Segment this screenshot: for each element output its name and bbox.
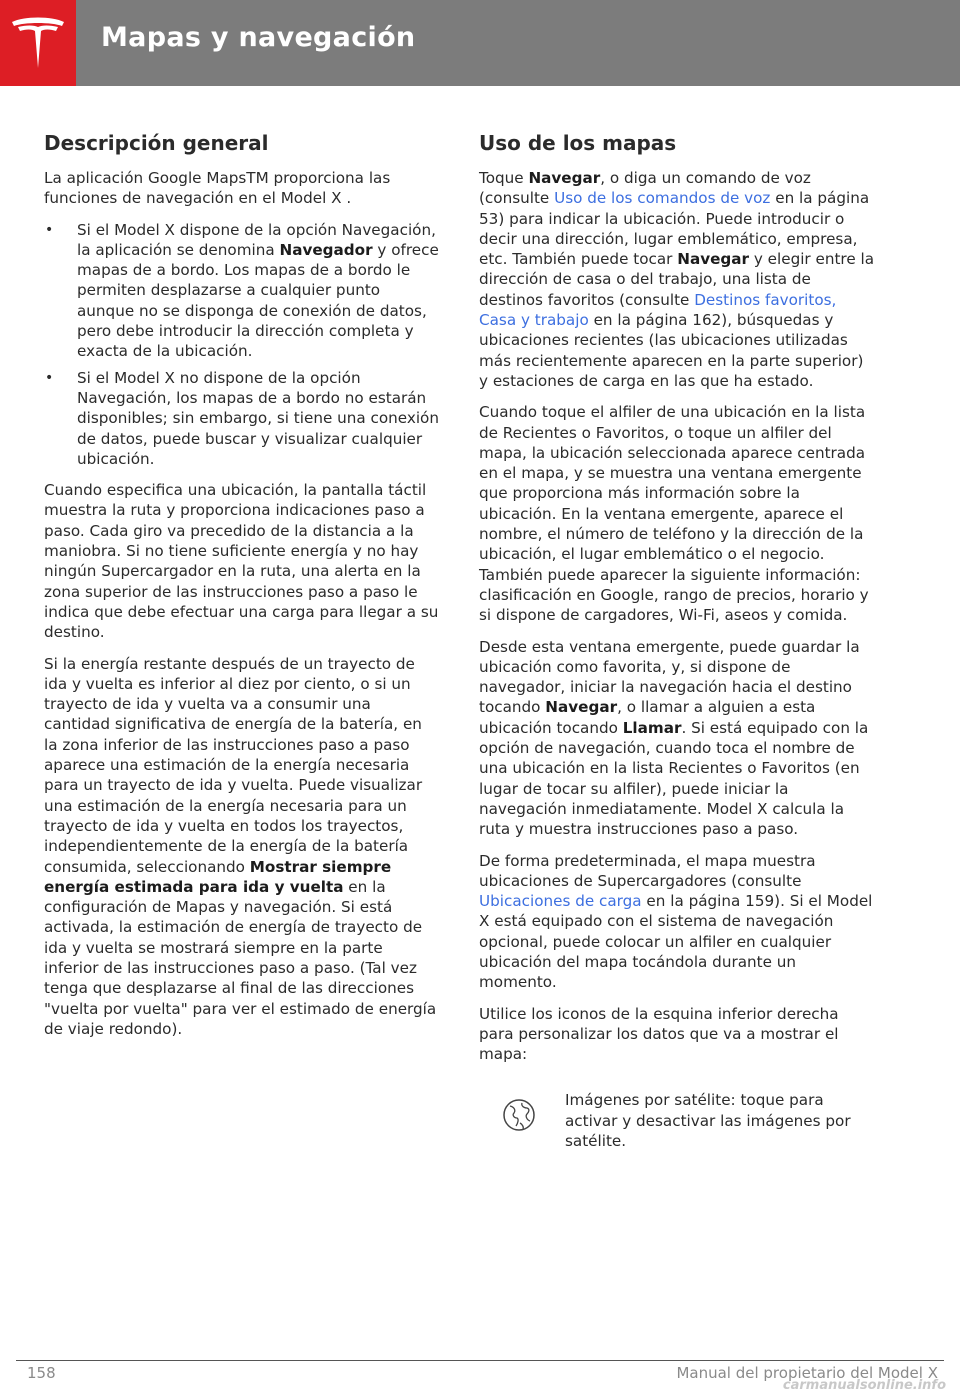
bold-term: Llamar [622,718,682,737]
text-span: en la configuración de Mapas y navegación. Si está activada, la estimación de energía de trayecto de ida y vuelta se mostrará siempre en la parte inferior de las instrucciones paso a paso. (Tal vez tenga que desplazarse al final de las direcciones "vuelta por vuelta" para ver el estimado de energía de viaje redondo). [44,877,437,1038]
text-span: y elegir entre la dirección de casa o del trabajo, una lista de destinos favoritos (consulte [479,250,875,309]
section-heading-overview: Descripción general [44,131,269,155]
right-column [479,130,875,1160]
bold-term: Navegador [279,240,373,259]
paragraph: Cuando especifica una ubicación, la pantalla táctil muestra la ruta y proporciona indicaciones paso a paso. Cada giro va precedido de la distancia a la maniobra. Si no tiene suficiente energía y no hay ningún Supercargador en la ruta, una alerta en la zona superior de las instrucciones paso a paso le indica que debe efectuar una carga para llegar a su destino. [44,481,439,642]
text-span: Si la energía restante después de un trayecto de ida y vuelta es inferior al diez por ciento, o si un trayecto de ida y vuelta va a consumir una cantidad significativa de energía de la batería, en la zona inferior de las instrucciones paso a paso aparece una estimación de la energía necesaria para un trayecto de ida y vuelta. Puede visualizar una estimación de la energía necesaria para un trayecto de ida y vuelta en todos los trayectos, independientemente de la energía de la batería consumida, seleccionando [44,654,423,876]
left-column [44,130,440,1050]
satellite-globe-icon [500,1096,538,1134]
text-span: , o llamar a alguien a esta ubicación tocando [479,698,816,737]
text-span: , o diga un comando de voz (consulte [479,169,811,208]
paragraph: Cuando toque el alfiler de una ubicación en la lista de Recientes o Favoritos, o toque un alfiler del mapa, la ubicación seleccionada aparece centrada en el mapa, y se muestra una ventana emergente que proporciona más información sobre la ubicación. En la ventana emergente, aparece el nombre, el número de teléfono y la dirección de la ubicación, el lugar emblemático o el negocio. También puede aparecer la siguiente información: clasificación en Google, rango de precios, horario y si dispone de cargadores, Wi-Fi, aseos y comida. [479,403,869,625]
text-span: Si el Model X dispone de la opción Navegación, la aplicación se denomina [77,220,436,259]
overview-bullet-list [44,220,440,470]
text-span: . Si está equipado con la opción de navegación, cuando toca el nombre de una ubicación en la lista Recientes o Favoritos (en lugar de tocar su alfiler), puede iniciar la navegación inmediatamente. Model X calcula la ruta y muestra instrucciones paso a paso. [479,718,869,839]
manual-title: Manual del propietario del Model X [676,1364,938,1382]
text-span: Desde esta ventana emergente, puede guardar la ubicación como favorita, y, si dispone de navegador, iniciar la navegación hacia el destino tocando [479,637,860,717]
text-span: en la página 159). Si el Model X está equipado con el sistema de navegación opcional, puede colocar un alfiler en cualquier ubicación del mapa tocándola durante un momento. [479,892,873,992]
paragraph [479,637,875,840]
text-span: y ofrece mapas de a bordo. Los mapas de a bordo le permiten desplazarse a cualquier punto aunque no se disponga de conexión de datos, pero debe introducir la dirección completa y exacta de la ubicación. [77,240,439,361]
link-charging-locations[interactable]: Ubicaciones de carga [479,892,642,911]
overview-intro: La aplicación Google MapsTM proporciona las funciones de navegación en el Model X . [44,169,391,208]
text-span: en la página 53) para indicar la ubicación. Puede introducir o decir una dirección, lugar emblemático, empresa, etc. También puede tocar [479,189,870,269]
page-number: 158 [27,1364,56,1382]
bold-term: Navegar [677,250,750,269]
list-item [44,220,440,362]
satellite-icon-row [479,1090,875,1160]
text-span: en la página 162), búsquedas y ubicaciones recientes (las ubicaciones utilizadas más recientemente aparecen en la parte superior) y estaciones de carga en las que ha estado. [479,311,864,390]
text-span: De forma predeterminada, el mapa muestra ubicaciones de Supercargadores (consulte [479,851,816,890]
paragraph [479,851,875,993]
footer-divider [16,1360,944,1361]
link-voice-commands[interactable]: Uso de los comandos de voz [554,189,771,208]
paragraph [479,168,875,391]
section-heading-using-maps: Uso de los mapas [479,131,677,155]
chapter-title: Mapas y navegación [101,22,416,53]
tesla-logo [0,0,76,86]
paragraph: Utilice los iconos de la esquina inferior derecha para personalizar los datos que va a mostrar el mapa: [479,1004,839,1064]
bold-term: Navegar [528,169,601,187]
bold-term: Mostrar siempre energía estimada para ida y vuelta [44,857,392,896]
watermark: carmanualsonline.info [782,1378,946,1393]
list-item: • Si el Model X no dispone de la opción Navegación, los mapas de a bordo no estarán disponibles; sin embargo, si tiene una conexión de datos, puede buscar y visualizar cualquier ubicación. [44,368,440,469]
page-header [0,0,960,86]
link-favorite-destinations[interactable]: Destinos favoritos, Casa y trabajo [479,290,837,330]
tesla-logo-icon [10,14,66,72]
satellite-description: Imágenes por satélite: toque para activar y desactivar las imágenes por satélite. [565,1091,851,1151]
paragraph [44,654,440,1040]
text-span: Toque [479,169,529,187]
bold-term: Navegar [545,698,618,717]
